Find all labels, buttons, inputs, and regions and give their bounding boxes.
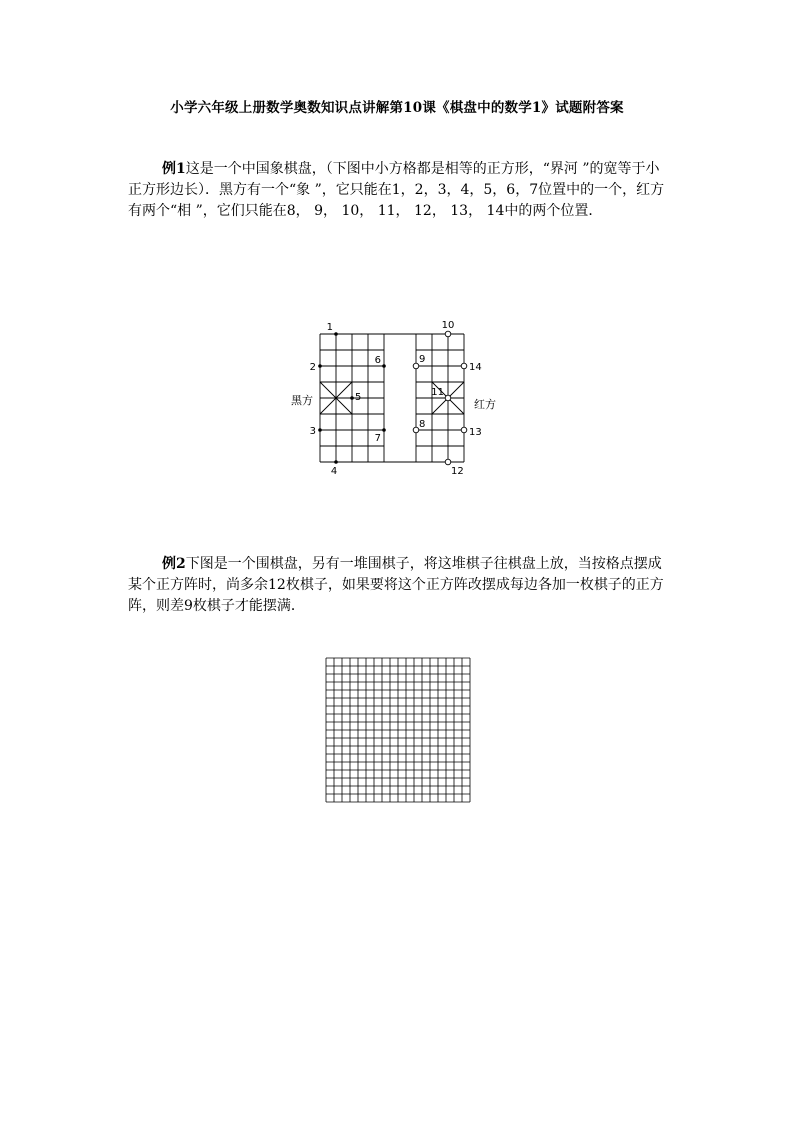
position-label: 10 <box>441 320 455 331</box>
red-elephant-position <box>461 363 467 369</box>
black-elephant-position <box>382 428 386 432</box>
example-2-text: 下图是一个围棋盘，另有一堆围棋子，将这堆棋子往棋盘上放，当按格点摆成某个正方阵时，尚多余12枚棋子，如果要将这个正方阵改摆成每边各加一枚棋子的正方阵，则差9枚棋子才能摆满． <box>128 556 664 614</box>
black-elephant-position <box>334 332 338 336</box>
black-elephant-position <box>382 364 386 368</box>
position-label: 8 <box>419 419 426 430</box>
red-elephant-position <box>445 459 451 465</box>
black-side-label: 黑方 <box>291 394 313 407</box>
red-elephant-position <box>413 363 419 369</box>
black-elephant-position <box>318 364 322 368</box>
position-label: 5 <box>355 392 362 403</box>
red-elephant-position <box>413 427 419 433</box>
position-label: 4 <box>330 466 338 477</box>
go-board <box>320 652 480 812</box>
example-2-label: 例2 <box>162 556 186 572</box>
example-1-text: 这是一个中国象棋盘，（下图中小方格都是相等的正方形，“界河 ”的宽等于小正方形边长）．黑方有一个“象 ”，它只能在1，2，3，4，5，6，7位置中的一个，红方有两个“相 ”，它们只能在8， 9， 10， 11， 12， 13， 14中的两个位置． <box>128 161 665 219</box>
position-label: 11 <box>431 387 444 398</box>
position-label: 7 <box>374 433 381 444</box>
example-1-paragraph <box>128 159 668 222</box>
position-label: 12 <box>451 466 464 477</box>
red-elephant-position <box>445 395 451 401</box>
example-2-paragraph <box>128 554 668 617</box>
black-elephant-position <box>334 460 338 464</box>
position-label: 2 <box>309 362 316 373</box>
chess-grid <box>320 334 464 462</box>
page-title: 小学六年级上册数学奥数知识点讲解第10课《棋盘中的数学1》试题附答案 <box>170 100 624 116</box>
red-side-label: 红方 <box>474 398 496 411</box>
black-elephant-position <box>318 428 322 432</box>
red-elephant-position <box>445 331 451 337</box>
position-label: 6 <box>374 355 381 366</box>
red-elephant-position <box>461 427 467 433</box>
position-label: 9 <box>419 354 426 365</box>
example-1-label: 例1 <box>162 161 186 177</box>
position-label: 13 <box>469 427 482 438</box>
position-label: 3 <box>309 426 316 437</box>
go-grid <box>326 658 470 802</box>
position-label: 1 <box>326 322 333 333</box>
chinese-chess-board <box>280 312 520 482</box>
black-elephant-position <box>350 396 354 400</box>
position-label: 14 <box>469 362 482 373</box>
